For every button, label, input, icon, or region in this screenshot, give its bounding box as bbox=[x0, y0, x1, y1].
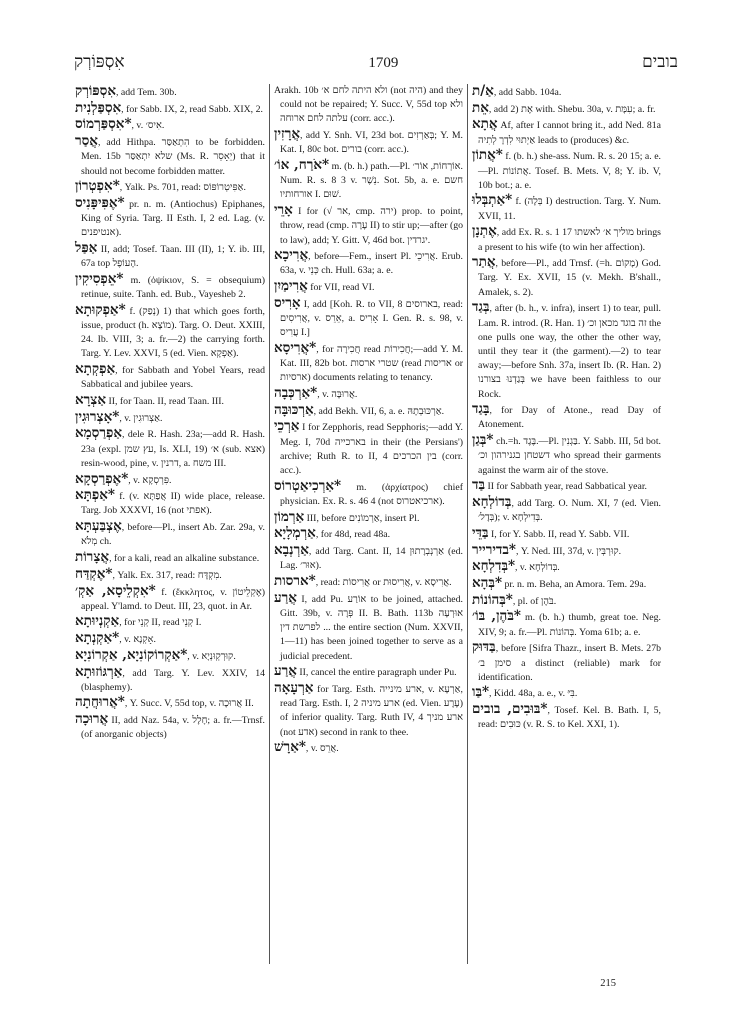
entry-text: II, cancel the entire paragraph under Pu. bbox=[296, 667, 457, 679]
dictionary-entry bbox=[274, 419, 463, 478]
headword: אַרְכּוּבָּה bbox=[274, 401, 314, 418]
dictionary-entry bbox=[75, 712, 265, 742]
entry-text: , add Tem. 30b. bbox=[116, 87, 177, 98]
headword: *אִסְפַּרְמוֹס bbox=[75, 116, 132, 133]
headword: אַרְכֵי bbox=[274, 418, 300, 435]
headword: אֶתְנָן bbox=[472, 223, 497, 240]
entry-text: pr. n. m. (Antiochus) Epiphanes, King of Syria. Targ. II Esth. I, 2 ed. Lag. (v. אנטיפנים). bbox=[81, 198, 265, 239]
headword: *אֶפִּיפָּנִיס bbox=[75, 194, 125, 211]
headword: אַקְנְיוּתָא bbox=[75, 613, 120, 630]
entry-text: , v. קוּרְקְוּנְיָא. bbox=[187, 650, 236, 662]
dictionary-entry bbox=[274, 158, 463, 203]
headword: אֶצְבַּעְתָּא bbox=[75, 518, 122, 535]
headword: *אַרְכִיאַטְרוֹס bbox=[274, 477, 342, 494]
dictionary-entry bbox=[75, 272, 265, 302]
entry-text: I, add [Koh. R. to VII, 8 בארוסים, read: אֲרִיסִים, v. אֵרֵס, a. אָרִיס I. Gen. R. s. 98, v. עֲרִיס I.] bbox=[280, 298, 463, 339]
entry-text: , v. אֲרֵס. bbox=[305, 743, 339, 755]
entry-text: II for Sabbath year, read Sabbatical year. bbox=[485, 481, 647, 493]
dictionary-entry bbox=[75, 550, 265, 566]
headword: *אַרָשׁ bbox=[274, 739, 306, 756]
headword: אֲרַע bbox=[274, 663, 297, 680]
entry-text: , add Hithpa. הִתְאַסַּר to be forbidden. Men. 15b שלא יִתְאַסַּר (Ms. R. יֵאָסֵר) that it should not become forbidden matter. bbox=[81, 137, 265, 177]
entry-text: , add Ex. R. s. 1 17 מוליך א׳ לאשתו brings a present to his wife (to win her affection). bbox=[478, 227, 661, 253]
entry-text: , for Sabb. IX, 2, read Sabb. XIX, 2. bbox=[121, 103, 263, 115]
dictionary-entry bbox=[75, 614, 265, 630]
dictionary-entry bbox=[472, 640, 661, 685]
dictionary-entry bbox=[75, 472, 265, 488]
dictionary-entry bbox=[75, 665, 265, 695]
headword: אִסְפּוֹרְק bbox=[75, 84, 117, 99]
headword: אָרֵי bbox=[274, 202, 293, 219]
dictionary-entry bbox=[75, 101, 265, 117]
entry-text: I for Zepphoris, read Sepphoris;—add Y. Meg. I, 70d בארכייה in their (the Persians') archive; Ruth R. to II, 4 בין הכרכים (corr. acc.). bbox=[280, 422, 463, 477]
headword: אַרְמוֹן bbox=[274, 508, 305, 525]
dictionary-entry bbox=[274, 526, 463, 542]
dictionary-entry bbox=[274, 403, 463, 419]
signature-number: 215 bbox=[600, 978, 616, 989]
headword: *אֹרַח, אוֹ׳ bbox=[274, 157, 330, 174]
headword: אִסְפַּלְנִית bbox=[75, 99, 122, 116]
entry-text: , Y. Succ. V, 55d top, v. אֲרוּכָה II. bbox=[124, 698, 254, 710]
dictionary-entry bbox=[75, 362, 265, 392]
dictionary-entry bbox=[472, 148, 661, 193]
dictionary-entry bbox=[75, 303, 265, 362]
headword: אֲרַע bbox=[274, 589, 297, 606]
dictionary-entry bbox=[75, 196, 265, 241]
running-head bbox=[74, 52, 678, 72]
headword: *אַרְכְּבָה bbox=[274, 385, 318, 402]
entry-text: , add Bekh. VII, 6, a. e. אַרְכּוּבְתָהּ. bbox=[313, 405, 445, 417]
entry-text: , v. אַצְרוּגִין. bbox=[119, 412, 163, 424]
entry-text: , add Sabb. 104a. bbox=[493, 87, 562, 98]
entry-text: , before—Pl., add Trnsf. (=h. מָקוֹם) God. Targ. Y. Ex. XVII, 15 (v. Mekh. B'shall., Amalek, s. 2). bbox=[478, 258, 661, 298]
entry-text: m. (b. h.) thumb, great toe. Neg. XIV, 9; a. fr.—Pl. בְּהוֹנוֹת. Yoma 61b; a. e. bbox=[478, 612, 661, 638]
headword: אֲתָא bbox=[472, 116, 498, 133]
entry-text: III, before אַרְמוֹנִים, insert Pl. bbox=[304, 512, 420, 524]
entry-text: m. (b. h.) path.—Pl. אוֹרְחוֹת, אוֹר׳. Num. R. s. 8 3 v. נֵשֶׁר. Sot. 5b, a. e. חשם אורחותיו I. שׁוּם. bbox=[280, 161, 463, 201]
headword: *אֲרִיסָא bbox=[274, 339, 317, 356]
entry-text: II, for Taan. II, read Taan. III. bbox=[106, 396, 224, 408]
headword: *אַפְקוּתָא bbox=[75, 301, 126, 318]
entry-text: m. (ἀρχίατρος) chief physician. Ex. R. s. 46 4 (not ארכיאטרוס). bbox=[280, 481, 463, 507]
dictionary-entry bbox=[75, 567, 265, 583]
dictionary-entry bbox=[75, 134, 265, 179]
dictionary-entry bbox=[75, 648, 265, 664]
dictionary-entry bbox=[472, 300, 661, 401]
headword: *ארסות bbox=[274, 573, 316, 589]
entry-text: , for קְנֵי II, read קְנֵי I. bbox=[119, 617, 202, 629]
headword: *בּוּבִים, בובים bbox=[472, 701, 548, 718]
column-middle bbox=[269, 84, 467, 964]
entry-text: II, add; Tosef. Taan. III (II), 1; Y. ib. III, 67a top הָעוֹפֶל. bbox=[81, 244, 265, 270]
entry-text: , Yalk. Ex. 317, read: מִקְדָּח. bbox=[112, 569, 222, 581]
dictionary-entry bbox=[472, 685, 661, 701]
headword: *אִפְטְרוֹן bbox=[75, 178, 120, 195]
dictionary-entry bbox=[472, 495, 661, 525]
entry-text: Af, after I cannot bring it., add Ned. 81a אַיְתוּי לִדְרָ לְתִיה leads to (produces) &c. bbox=[478, 120, 661, 146]
guide-word-left: אִסְפּוֹרְק bbox=[74, 52, 125, 72]
entry-text: pr. n. m. Beha, an Amora. Tem. 29a. bbox=[502, 579, 647, 590]
dictionary-entry bbox=[75, 584, 265, 614]
entry-text: for Targ. Esth. ארע מינייה, v. אַרְעָא, read Targ. Esth. I, 2 ארע מיניה (ed. Vien. עֶרֶע) of inferior quality. Targ. Ruth IV, 4 ארע מניך (not אדע) second in rank to thee. bbox=[280, 683, 463, 738]
entry-text: , before—Pl., insert Ab. Zar. 29a, v. מְלֹא ch. bbox=[81, 522, 265, 548]
dictionary-entry bbox=[274, 386, 463, 402]
dictionary-entry bbox=[274, 543, 463, 573]
dictionary-entry bbox=[472, 84, 661, 100]
dictionary-entry bbox=[472, 526, 661, 542]
headword: אֲרִימַיִן bbox=[274, 278, 308, 295]
column-right bbox=[467, 84, 665, 964]
headword: בְּגַד bbox=[472, 299, 490, 316]
headword: בַּד bbox=[472, 477, 485, 494]
entry-text: , Yalk. Ps. 701, read: אַפִּיטְרוֹפּוֹס. bbox=[119, 182, 246, 194]
dictionary-entry bbox=[274, 591, 463, 664]
headword: אַ/ת bbox=[472, 84, 494, 99]
entry-text: , dele R. Hash. 23a;—add R. Hash. 23a (expl. עץ שמן, Is. XLI, 19) א׳ (sub. אצא) resin-wood, pine, v. דרנין, a. משח III. bbox=[81, 429, 265, 469]
dictionary-entry bbox=[274, 127, 463, 157]
dictionary-entry bbox=[472, 101, 661, 117]
entry-text: f. (v. אֲפַתָּא II) wide place, release. Targ. Job XXXVI, 16 (not אפתי). bbox=[81, 491, 265, 517]
dictionary-entry bbox=[75, 241, 265, 271]
headword: *בְּגַן bbox=[472, 432, 494, 449]
headword: *בְּהָא bbox=[472, 575, 502, 591]
entry-text: I for (√ אר, cmp. ירה) prop. to point, throw, read (cmp. עָרָה II) to stir up;—after (go to law), add; Y. Gitt. V, 46d bot. יגרדין. bbox=[280, 206, 464, 246]
dictionary-entry bbox=[75, 488, 265, 518]
entry-text: , for 48d, read 48a. bbox=[315, 529, 391, 541]
entry-text: , v. פִּרְסְקָא. bbox=[128, 474, 172, 486]
dictionary-entry bbox=[75, 631, 265, 647]
dictionary-entry bbox=[274, 479, 463, 509]
dictionary-entry bbox=[274, 664, 463, 680]
headword: *בְּהוֹנוֹת bbox=[472, 591, 513, 608]
entry-text: f. (נְפַק) 1) that which goes forth, issue, product (h. מוֹצָא). Targ. O. Deut. XXIII, 24. Ib. VIII, 3; a. fr.—2) the carrying forth. Targ. Y. Lev. XXVI, 5 (ed. Vien. אַפְקָא). bbox=[81, 305, 265, 360]
headword: אַרְנְבָא bbox=[274, 542, 309, 559]
entry-text: Arakh. 10b ולא היתה לחם א׳ (not היה) and they could not be repaired; Y. Succ. V, 55d top ולא עלתה לחם ארוחה (corr. acc.). bbox=[274, 85, 463, 125]
entry-text: , before [Sifra Thazr., insert B. Mets. 27b סימן ב׳ a distinct (reliable) mark for identification. bbox=[478, 643, 661, 683]
dictionary-entry bbox=[472, 433, 661, 478]
headword: בַּדֵּי bbox=[472, 524, 489, 541]
entry-text: , before—Fem., insert Pl. אֲרִיכֵי. Erub. 63a, v. כְּנֵי ch. Hull. 63a; a. e. bbox=[280, 251, 463, 277]
entry-text: , v. אִיס׳. bbox=[131, 120, 165, 132]
headword: *אֵפְסִיקִין bbox=[75, 270, 124, 287]
entry-text: , pl. of בֹּהֶן. bbox=[512, 595, 557, 607]
headword: *אֲתוֹן bbox=[472, 147, 503, 164]
column-left bbox=[71, 84, 269, 964]
dictionary-entry bbox=[472, 543, 661, 559]
entry-text: for VII, read VI. bbox=[307, 282, 375, 294]
entry-text: f. (בְּלָה I) destruction. Targ. Y. Num. XVII, 11. bbox=[478, 196, 661, 222]
headword: *בֹּהֶן, בּוֹ׳ bbox=[472, 608, 521, 625]
headword: *אַקְנְתָא bbox=[75, 630, 120, 647]
dictionary-entry bbox=[274, 681, 463, 740]
dictionary-entry bbox=[472, 224, 661, 254]
dictionary-entry bbox=[472, 609, 661, 639]
entry-text: , add 2) אֶת with. Shebu. 30a, v. עִמָּת; a. fr. bbox=[488, 103, 656, 115]
dictionary-entry bbox=[75, 519, 265, 549]
dictionary-entry bbox=[75, 179, 265, 195]
dictionary-entry bbox=[274, 296, 463, 341]
headword: אֲרָזִין bbox=[274, 126, 301, 143]
headword: אַפְרַסְמָא bbox=[75, 425, 122, 442]
entry-text: m. (ὀψίκιον, S. = obsequium) retinue, suite. Tanh. ed. Bub., Vayesheb 2. bbox=[81, 274, 265, 301]
dictionary-entry bbox=[75, 84, 265, 100]
entry-text: ch.=h. בֶּגֶד.—Pl. בַּגְנִין. Y. Sabb. III, 5d bot. דשטחן בגנירהון וכ׳ who spread their garments against the warm air of the stove. bbox=[478, 436, 661, 476]
entry-text: , for Day of Atone., read Day of Atonement. bbox=[478, 405, 661, 431]
entry-text: I, for Y. Sabb. II, read Y. Sabb. VII. bbox=[488, 528, 630, 540]
headword: אַפְקְתָא bbox=[75, 361, 116, 378]
dictionary-columns bbox=[71, 84, 691, 964]
headword: אֵת bbox=[472, 99, 489, 116]
entry-text: f. (ἔκκλητος, v. אֶקְלֵיטוֹן) appeal. Y'lamd. to Deut. III, 23, quot. in Ar. bbox=[81, 586, 266, 612]
headword: אַצְרָא bbox=[75, 392, 107, 409]
dictionary-entry bbox=[75, 695, 265, 711]
dictionary-entry bbox=[75, 117, 265, 133]
entry-text: , Y. Ned. III, 37d, v. קוּרְבְּין. bbox=[515, 545, 622, 557]
entry-text: , add Y. Snh. VI, 23d bot. בְּאַרְזִים; Y. M. Kat. I, 80c bot. בורים (corr. acc.). bbox=[280, 130, 463, 156]
headword: אַרְעָאָה bbox=[274, 679, 314, 696]
dictionary-entry bbox=[75, 393, 265, 409]
entry-text: I, add Pu. אוֹרַע to be joined, attached. Gitt. 39b, v. פְּרָה II. B. Bath. 113b אוּרְעָה לפרשת דין ... the entire section (Num. XXVII, 1—11) has been joined together to serve as a judicial precedent. bbox=[280, 593, 463, 662]
dictionary-entry bbox=[472, 478, 661, 494]
dictionary-entry bbox=[472, 702, 661, 732]
entry-text: , v. אָקְנָא. bbox=[119, 634, 156, 646]
dictionary-entry bbox=[274, 574, 463, 590]
headword: *אִקְלֵיסָא, אַקְ׳ bbox=[75, 582, 156, 599]
entry-text: , v. בְּדוֹלְחָא. bbox=[515, 562, 560, 574]
entry-text: f. (b. h.) she-ass. Num. R. s. 20 15; a. e.—Pl. אֲתוֹנוֹת. Tosef. B. Mets. V, 8; Y. ib. V, 10b bot.; a. e. bbox=[478, 151, 661, 191]
headword: אַרְגּוֹזוּתָא bbox=[75, 663, 123, 680]
headword: בַּדּוּק bbox=[472, 639, 496, 656]
entry-text: , read: אֲרִיסוֹת or אֲרִיסוּת, v. אֲרִיסָא. bbox=[315, 577, 452, 588]
entry-text: , after (b. h., v. infra), insert 1) to tear, pull. Lam. R. introd. (R. Han. 1) זה בוגד מכאן וכ׳ the one pulls one way, the other the other way, until they tear it (the garment).—2) to tear away;—before Snh. 37a, insert Ib. (R. Han. 2) בְּגַדְנוּ בצורנו we have been faithless to our Rock. bbox=[478, 303, 661, 400]
dictionary-entry bbox=[472, 593, 661, 609]
dictionary-entry bbox=[472, 193, 661, 223]
dictionary-entry bbox=[472, 402, 661, 432]
headword: בְּדוֹלְחָא bbox=[472, 493, 512, 510]
dictionary-entry bbox=[274, 341, 463, 386]
entry-text: , v. אֲרוּבָּה. bbox=[317, 389, 358, 401]
entry-text: , add Targ. Y. Lev. XXIV, 14 (blasphemy). bbox=[81, 667, 265, 693]
dictionary-entry bbox=[274, 248, 463, 278]
headword: אַרְמְלָיָא bbox=[274, 525, 316, 542]
entry-text: , add Targ. O. Num. XI, 7 (ed. Vien. בְּדָל׳); v. בְּדִילְחָא. bbox=[478, 497, 661, 524]
headword: בָּגַד bbox=[472, 401, 490, 418]
headword: אֲסַר bbox=[75, 133, 98, 150]
headword: *אַתְבְּלוּ bbox=[472, 192, 513, 209]
headword: אַפַּל bbox=[75, 240, 98, 257]
entry-text: , Tosef. Kel. B. Bath. I, 5, read: כּוּבִים (v. R. S. to Kel. XXI, 1). bbox=[478, 705, 661, 731]
dictionary-entry bbox=[274, 203, 463, 248]
headword: אָרִיס bbox=[274, 294, 301, 311]
headword: *אֶפְרַסְקָא bbox=[75, 470, 129, 487]
guide-word-right: בובים bbox=[642, 52, 678, 72]
dictionary-entry bbox=[75, 426, 265, 471]
headword: *אַפְתָּא bbox=[75, 487, 115, 504]
headword: *אֶקְדַּח bbox=[75, 565, 113, 582]
dictionary-entry bbox=[75, 410, 265, 426]
dictionary-entry bbox=[472, 255, 661, 300]
headword: *בדירייר bbox=[472, 541, 516, 558]
dictionary-entry bbox=[472, 576, 661, 592]
entry-text: , Kidd. 48a, a. e., v. בִּיּ. bbox=[489, 688, 578, 700]
headword: *אֲרוּחֲתָה bbox=[75, 694, 125, 711]
headword: *בַּו bbox=[472, 684, 490, 701]
dictionary-entry bbox=[274, 510, 463, 526]
headword: אֲצָרוֹת bbox=[75, 549, 110, 566]
entry-text: , for חֲכִירָה read חֲכִירוֹת;—add Y. M. Kat. III, 82b bot. שטרי ארסות (read אריסות or ארסיות) documents relating to tenancy. bbox=[280, 343, 464, 384]
headword: *אָצְרוּגִין bbox=[75, 408, 120, 425]
headword: אֲתַר bbox=[472, 254, 496, 271]
headword: אֲרִיכָא bbox=[274, 247, 309, 264]
entry-text: II, add Naz. 54a, v. חָלָל; a. fr.—Trnsf. (of anorganic objects) bbox=[81, 715, 265, 741]
headword: אֲרוּכָה bbox=[75, 711, 109, 728]
page-number: 1709 bbox=[368, 55, 399, 71]
dictionary-entry bbox=[274, 279, 463, 295]
entry-text: , add Targ. Cant. II, 14 אַרְנְבְרָתוּן (ed. Lag. אוּר׳). bbox=[280, 546, 463, 572]
dictionary-entry bbox=[472, 559, 661, 575]
dictionary-entry bbox=[274, 84, 463, 127]
headword: *בְּדִלְחָא bbox=[472, 558, 516, 575]
headword: *אַקְרוֹקוֹנִיָא, אַקְרוֹנִיָא bbox=[75, 646, 188, 663]
dictionary-entry bbox=[472, 117, 661, 147]
dictionary-entry bbox=[274, 740, 463, 756]
entry-text: , for Sabbath and Yobel Years, read Sabbatical and jubilee years. bbox=[81, 365, 265, 391]
entry-text: , for a kali, read an alkaline substance. bbox=[109, 553, 260, 565]
